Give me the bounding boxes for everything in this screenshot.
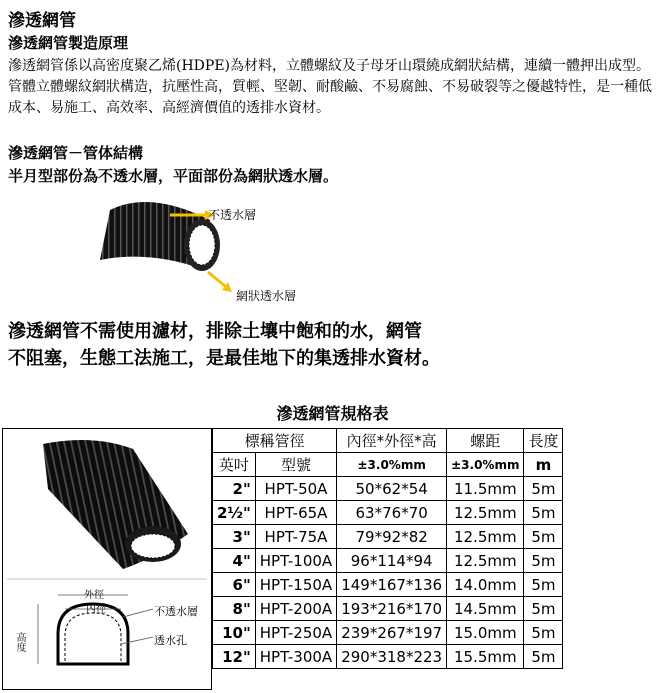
product-image-box [2,428,212,690]
cell-pitch: 11.5mm [447,477,524,501]
cell-model: HPT-200A [255,597,336,621]
header-length: 長度 [524,429,563,453]
statement-line-2: 不阻塞，生態工法施工，是最佳地下的集透排水資材。 [8,348,440,369]
table-row [213,549,563,573]
structure-description: 半月型部份為不透水層，平面部份為網狀透水層。 [8,167,339,185]
cell-inch: 6" [213,573,256,597]
diagram-impermeable-label: 不透水層 [154,605,198,618]
cell-length: 5m [524,525,563,549]
cell-length: 5m [524,501,563,525]
cell-pitch: 15.0mm [447,621,524,645]
cell-pitch: 12.5mm [447,549,524,573]
label-impermeable: 不透水層 [208,208,257,222]
table-row [213,477,563,501]
cell-dims: 193*216*170 [337,597,447,621]
structure-heading: 滲透網管－管体結構 [8,144,144,162]
table-row [213,621,563,645]
cell-model: HPT-150A [255,573,336,597]
header-dims-tol: ±3.0%mm [337,453,447,477]
cell-length: 5m [524,645,563,669]
cell-pitch: 14.5mm [447,597,524,621]
header-length-unit: m [524,453,563,477]
table-header-row [213,429,563,453]
table-subheader-row [213,453,563,477]
cell-inch: 3" [213,525,256,549]
cell-length: 5m [524,573,563,597]
cell-inch: 4" [213,549,256,573]
table-title: 滲透網管規格表 [276,404,389,423]
header-dims: 內徑*外徑*高 [337,429,447,453]
cell-pitch: 12.5mm [447,501,524,525]
cell-length: 5m [524,477,563,501]
cell-inch: 10" [213,621,256,645]
cell-model: HPT-100A [255,549,336,573]
statement-line-1: 滲透網管不需使用濾材，排除土壤中飽和的水，網管 [8,321,422,342]
cell-inch: 2" [213,477,256,501]
table-row [213,573,563,597]
header-pitch: 螺距 [447,429,524,453]
header-model: 型號 [255,453,336,477]
pipe-photo [3,429,211,689]
principle-paragraph: 滲透網管係以高密度聚乙烯(HDPE)為材料，立體螺紋及子母牙山環繞成網狀結構，連續一體押出成型。管體立體螺紋網狀構造，抗壓性高，質輕、堅韌、耐酸鹼、不易腐蝕、不易破裂等之優越特性，是一種低成本、易施工、高效率、高經濟價值的透排水資材。 [8,58,652,116]
header-nominal: 標稱管徑 [213,429,337,453]
cell-length: 5m [524,549,563,573]
header-pitch-tol: ±3.0%mm [447,453,524,477]
main-heading: 滲透網管 [8,11,76,31]
cell-dims: 50*62*54 [337,477,447,501]
cell-dims: 290*318*223 [337,645,447,669]
cell-dims: 79*92*82 [337,525,447,549]
cell-inch: 2½" [213,501,256,525]
cell-pitch: 12.5mm [447,525,524,549]
diagram-outer-label: 外徑 [84,590,104,601]
table-row [213,501,563,525]
cell-inch: 8" [213,597,256,621]
cell-pitch: 15.5mm [447,645,524,669]
cell-model: HPT-50A [255,477,336,501]
header-inch: 英吋 [213,453,256,477]
cell-dims: 96*114*94 [337,549,447,573]
cell-length: 5m [524,621,563,645]
cell-dims: 149*167*136 [337,573,447,597]
diagram-hole-label: 透水孔 [154,634,187,647]
table-row [213,645,563,669]
diagram-height-label: 高度 [14,632,25,652]
cell-model: HPT-300A [255,645,336,669]
cell-inch: 12" [213,645,256,669]
cell-dims: 239*267*197 [337,621,447,645]
cell-length: 5m [524,597,563,621]
cell-model: HPT-250A [255,621,336,645]
cell-pitch: 14.0mm [447,573,524,597]
diagram-inner-label: 內徑 [86,604,106,615]
spec-table [212,428,563,669]
cell-dims: 63*76*70 [337,501,447,525]
principle-heading: 滲透網管製造原理 [8,34,129,52]
cell-model: HPT-65A [255,501,336,525]
label-mesh: 網狀透水層 [236,289,297,303]
table-row [213,525,563,549]
cell-model: HPT-75A [255,525,336,549]
table-row [213,597,563,621]
